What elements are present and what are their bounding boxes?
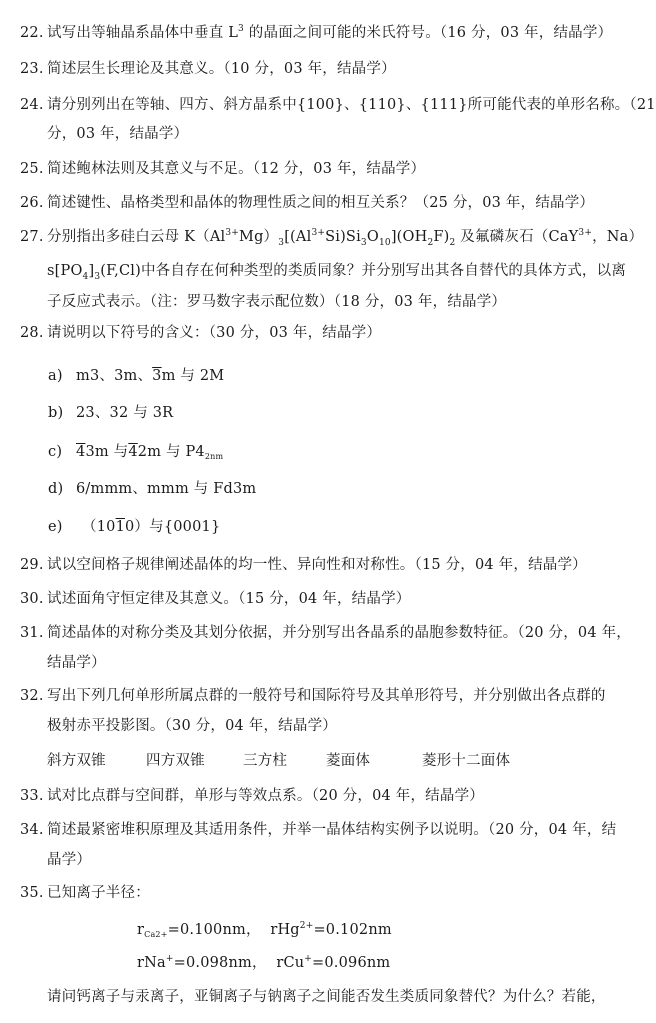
question-text: 简述最紧密堆积原理及其适用条件，并举一晶体结构实例予以说明。（20 分，04 年，结 (47, 822, 617, 838)
question-text-cont: $s[PO_4]_3(F,Cl)$中各自存在何种类型的类质同象？并分别写出其各自替代的具体方式，以离 (47, 263, 627, 282)
shape-name: 菱形十二面体 (422, 753, 511, 769)
question-text: 简述晶体的对称分类及其划分依据，并分别写出各晶系的晶胞参数特征。（20 分，04 年， (47, 625, 631, 641)
sub-item-text: m3、3m、3m 与 2M (76, 368, 225, 384)
question-number: 31. (20, 625, 44, 641)
question-number: 25. (20, 161, 44, 177)
question-text: 已知离子半径： (47, 885, 150, 901)
question-number: 28. (20, 325, 44, 341)
shape-name: 菱面体 (326, 753, 371, 769)
question-text: 请分别列出在等轴、四方、斜方晶系中{100}、{110}、{111}所可能代表的单形名称。（21 (47, 97, 656, 113)
question-text: 试以空间格子规律阐述晶体的均一性、异向性和对称性。（15 分，04 年，结晶学） (47, 557, 587, 573)
question-text: 试写出等轴晶系晶体中垂直 $L^3$ 的晶面之间可能的米氏符号。（16 分，03 年，结晶学） (47, 24, 613, 41)
shape-name: 四方双锥 (146, 753, 205, 769)
sub-item-text: 6/mmm、mmm 与 Fd3m (76, 481, 257, 497)
ion-radius-line: rNa+=0.098nm， rCu+=0.096nm (137, 954, 391, 971)
shape-name: 三方柱 (243, 753, 288, 769)
question-number: 26. (20, 195, 44, 211)
sub-item-text: 23、32 与 3R (76, 405, 174, 421)
question-text: 试述面角守恒定律及其意义。（15 分，04 年，结晶学） (47, 591, 411, 607)
question-text-cont: 请问钙离子与汞离子，亚铜离子与钠离子之间能否发生类质同象替代？为什么？若能， (47, 989, 606, 1005)
sub-item-label: a) (48, 368, 63, 384)
question-number: 30. (20, 591, 44, 607)
question-text-cont: 子反应式表示。（注：罗马数字表示配位数）（18 分，03 年，结晶学） (47, 294, 507, 310)
question-number: 24. (20, 97, 44, 113)
sub-item-label: c) (48, 444, 63, 460)
question-number: 22. (20, 25, 44, 41)
question-text-cont: 极射赤平投影图。（30 分，04 年，结晶学） (47, 718, 337, 734)
question-text: 写出下列几何单形所属点群的一般符号和国际符号及其单形符号，并分别做出各点群的 (47, 688, 606, 704)
question-text-cont: 晶学） (47, 852, 92, 868)
question-text: 简述键性、晶格类型和晶体的物理性质之间的相互关系？（25 分，03 年，结晶学） (47, 195, 595, 211)
question-text: 请说明以下符号的含义：（30 分，03 年，结晶学） (47, 325, 382, 341)
question-number: 35. (20, 885, 44, 901)
question-number: 29. (20, 557, 44, 573)
sub-item-text: 43m 与42m 与 $P4_{2nm}$ (76, 444, 224, 461)
question-number: 34. (20, 822, 44, 838)
question-text: 简述鲍林法则及其意义与不足。（12 分，03 年，结晶学） (47, 161, 426, 177)
shape-name: 斜方双锥 (47, 753, 106, 769)
sub-item-label: b) (48, 405, 64, 421)
question-text: 分别指出多硅白云母 $K(Al^{3+}Mg)_3[(Al^{3+}Si)Si_3O_{10}](OH_2F)_2$ 及氟磷灰石（CaY$^{3+}$，Na） (47, 228, 644, 248)
question-text-cont: 结晶学） (47, 655, 106, 671)
question-text: 简述层生长理论及其意义。（10 分，03 年，结晶学） (47, 61, 396, 77)
question-text-cont: 分，03 年，结晶学） (47, 126, 189, 142)
question-number: 27. (20, 229, 44, 245)
question-number: 23. (20, 61, 44, 77)
question-number: 33. (20, 788, 44, 804)
sub-item-label: d) (48, 481, 64, 497)
ion-radius-line: $r_{Ca2+}=0.100nm$， rHg$^{2+}$=0.102nm (137, 921, 392, 939)
sub-item-text: （1010）与{0001} (82, 519, 221, 535)
sub-item-label: e) (48, 519, 63, 535)
question-text: 试对比点群与空间群，单形与等效点系。（20 分，04 年，结晶学） (47, 788, 484, 804)
question-number: 32. (20, 688, 44, 704)
